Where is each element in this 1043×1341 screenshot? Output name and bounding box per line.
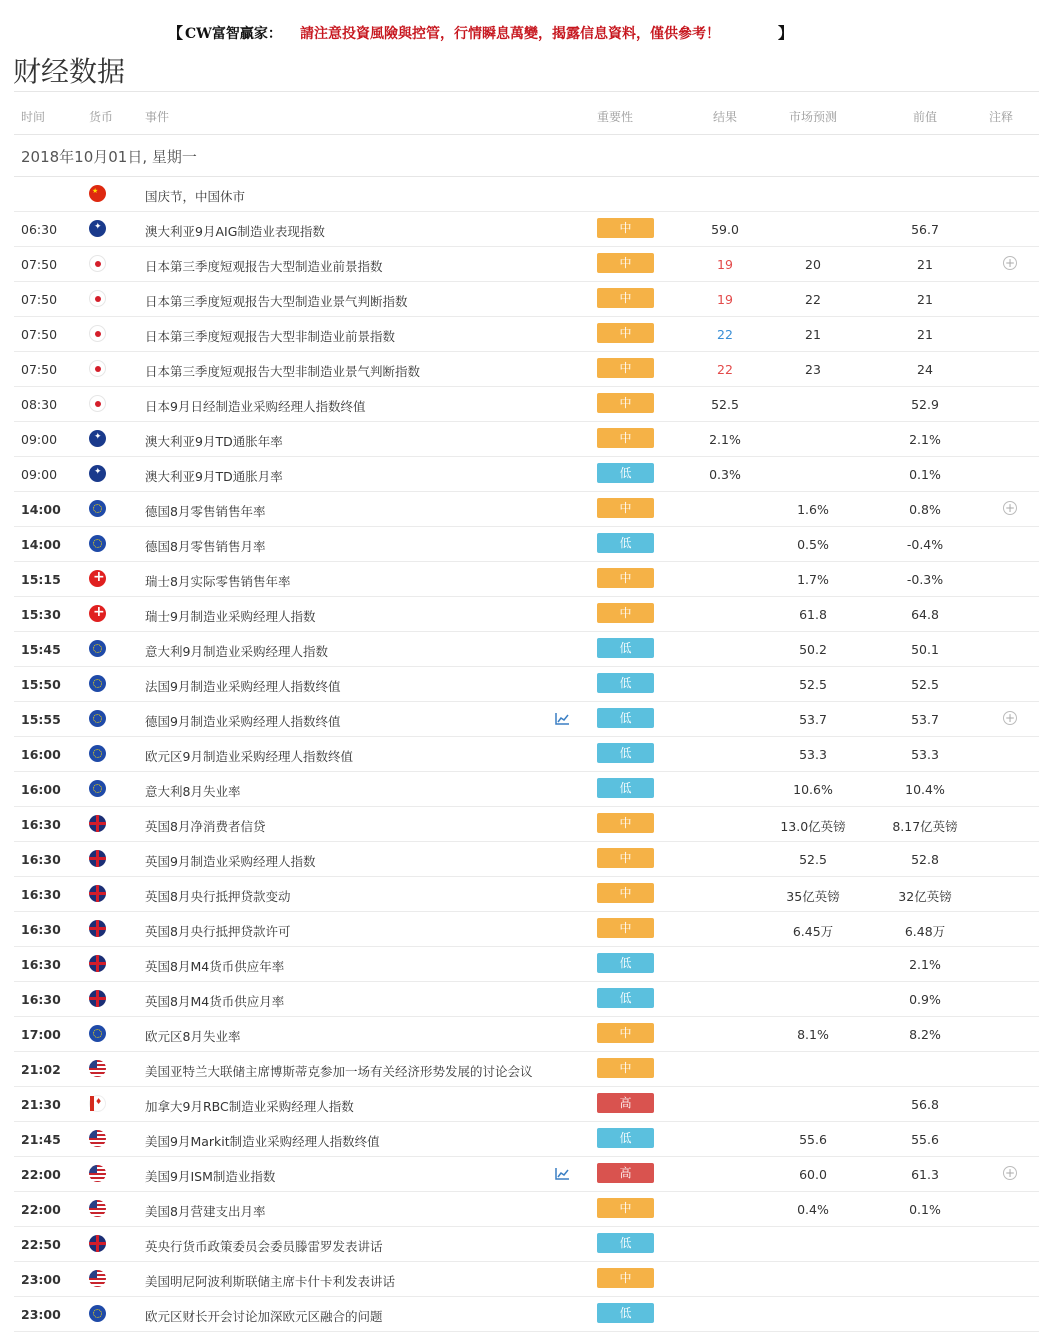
table-row bbox=[14, 1192, 1039, 1227]
forecast-value: 52.5 bbox=[799, 852, 827, 867]
forecast-value: 53.3 bbox=[799, 747, 827, 762]
column-header-previous: 前值 bbox=[913, 110, 938, 124]
eurozone-flag-icon bbox=[89, 640, 106, 657]
previous-value: 0.9% bbox=[909, 992, 941, 1007]
table-row bbox=[14, 842, 1039, 877]
actual-value: 22 bbox=[717, 327, 733, 342]
event-time: 09:00 bbox=[21, 467, 58, 482]
event-time: 22:00 bbox=[21, 1202, 61, 1217]
importance-badge: 低 bbox=[597, 673, 654, 693]
table-row bbox=[14, 282, 1039, 317]
event-title[interactable]: 日本第三季度短观报告大型非制造业前景指数 bbox=[145, 329, 396, 344]
importance-badge: 中 bbox=[597, 813, 654, 833]
forecast-value: 0.5% bbox=[797, 537, 829, 552]
previous-value: 10.4% bbox=[905, 782, 945, 797]
forecast-value: 6.45万 bbox=[792, 924, 834, 939]
event-time: 16:30 bbox=[21, 852, 61, 867]
table-header bbox=[14, 91, 1039, 135]
event-time: 16:00 bbox=[21, 782, 61, 797]
table-row bbox=[14, 597, 1039, 632]
table-row bbox=[14, 737, 1039, 772]
page-title: 财经数据 bbox=[13, 55, 126, 88]
event-title[interactable]: 瑞士9月制造业采购经理人指数 bbox=[145, 609, 316, 624]
importance-badge: 低 bbox=[597, 463, 654, 483]
switzerland-flag-icon bbox=[89, 605, 106, 622]
china-flag-icon bbox=[89, 185, 106, 202]
importance-badge: 低 bbox=[597, 778, 654, 798]
column-header-time: 时间 bbox=[21, 110, 46, 124]
event-title[interactable]: 日本第三季度短观报告大型制造业前景指数 bbox=[145, 259, 383, 274]
table-row bbox=[14, 492, 1039, 527]
table-row bbox=[14, 177, 1039, 212]
table-row bbox=[14, 772, 1039, 807]
previous-value: -0.4% bbox=[906, 537, 944, 552]
australia-flag-icon bbox=[89, 220, 106, 237]
importance-badge: 中 bbox=[597, 1023, 654, 1043]
table-row bbox=[14, 387, 1039, 422]
importance-badge: 低 bbox=[597, 1128, 654, 1148]
importance-badge: 中 bbox=[597, 1268, 654, 1288]
event-time: 21:30 bbox=[21, 1097, 61, 1112]
previous-value: 52.8 bbox=[911, 852, 939, 867]
event-title[interactable]: 日本第三季度短观报告大型制造业景气判断指数 bbox=[145, 294, 408, 309]
previous-value: 21 bbox=[917, 292, 933, 307]
previous-value: 56.8 bbox=[911, 1097, 939, 1112]
usa-flag-icon bbox=[89, 1165, 106, 1182]
usa-flag-icon bbox=[89, 1060, 106, 1077]
event-title[interactable]: 德国8月零售销售年率 bbox=[145, 504, 266, 519]
previous-value: 32亿英镑 bbox=[898, 889, 952, 904]
table-row bbox=[14, 527, 1039, 562]
previous-value: 53.3 bbox=[911, 747, 939, 762]
importance-badge: 低 bbox=[597, 743, 654, 763]
importance-badge: 高 bbox=[597, 1093, 654, 1113]
forecast-value: 1.7% bbox=[797, 572, 829, 587]
event-time: 16:30 bbox=[21, 922, 61, 937]
forecast-value: 0.4% bbox=[797, 1202, 829, 1217]
uk-flag-icon bbox=[89, 1235, 106, 1252]
previous-value: 56.7 bbox=[911, 222, 939, 237]
event-time: 22:00 bbox=[21, 1167, 61, 1182]
event-time: 23:00 bbox=[21, 1307, 61, 1322]
canada-flag-icon bbox=[89, 1095, 106, 1112]
previous-value: 64.8 bbox=[911, 607, 939, 622]
uk-flag-icon bbox=[89, 955, 106, 972]
event-title[interactable]: 加拿大9月RBC制造业采购经理人指数 bbox=[145, 1099, 354, 1114]
event-time: 16:00 bbox=[21, 747, 61, 762]
japan-flag-icon bbox=[89, 325, 106, 342]
previous-value: 53.7 bbox=[911, 712, 939, 727]
trend-chart-icon[interactable] bbox=[555, 712, 570, 725]
importance-badge: 中 bbox=[597, 1058, 654, 1078]
column-header-note: 注释 bbox=[989, 110, 1014, 124]
table-row bbox=[14, 562, 1039, 597]
event-time: 15:45 bbox=[21, 642, 61, 657]
event-time: 08:30 bbox=[21, 397, 58, 412]
actual-value: 52.5 bbox=[711, 397, 739, 412]
event-time: 21:02 bbox=[21, 1062, 61, 1077]
table-row bbox=[14, 1017, 1039, 1052]
previous-value: 2.1% bbox=[909, 432, 941, 447]
previous-value: 0.1% bbox=[909, 467, 941, 482]
event-title[interactable]: 美国明尼阿波利斯联储主席卡什卡利发表讲话 bbox=[145, 1274, 396, 1289]
eurozone-flag-icon bbox=[89, 1305, 106, 1322]
importance-badge: 低 bbox=[597, 953, 654, 973]
japan-flag-icon bbox=[89, 290, 106, 307]
importance-badge: 中 bbox=[597, 883, 654, 903]
uk-flag-icon bbox=[89, 990, 106, 1007]
previous-value: 0.1% bbox=[909, 1202, 941, 1217]
table-row bbox=[14, 317, 1039, 352]
importance-badge: 低 bbox=[597, 1303, 654, 1323]
event-title[interactable]: 欧元区8月失业率 bbox=[145, 1029, 241, 1044]
forecast-value: 1.6% bbox=[797, 502, 829, 517]
event-title[interactable]: 美国8月营建支出月率 bbox=[145, 1204, 266, 1219]
event-title[interactable]: 美国亚特兰大联储主席博斯蒂克参加一场有关经济形势发展的讨论会议 bbox=[145, 1064, 533, 1079]
eurozone-flag-icon bbox=[89, 500, 106, 517]
event-time: 15:30 bbox=[21, 607, 61, 622]
table-row bbox=[14, 422, 1039, 457]
event-title[interactable]: 国庆节，中国休市 bbox=[145, 189, 246, 204]
importance-badge: 中 bbox=[597, 603, 654, 623]
event-time: 16:30 bbox=[21, 992, 61, 1007]
event-title[interactable]: 英央行货币政策委员会委员滕雷罗发表讲话 bbox=[145, 1239, 383, 1254]
table-row bbox=[14, 877, 1039, 912]
actual-value: 19 bbox=[717, 257, 733, 272]
event-title[interactable]: 英国8月央行抵押贷款变动 bbox=[145, 889, 291, 904]
forecast-value: 52.5 bbox=[799, 677, 827, 692]
banner-warning-text: 請注意投資風險與控管，行情瞬息萬變，揭露信息資料，僅供參考！ bbox=[300, 26, 720, 42]
event-time: 07:50 bbox=[21, 362, 58, 377]
previous-value: 2.1% bbox=[909, 957, 941, 972]
japan-flag-icon bbox=[89, 255, 106, 272]
risk-warning-banner bbox=[0, 20, 1043, 44]
date-row bbox=[14, 135, 1039, 177]
banner-brand: CW富智贏家： bbox=[185, 26, 282, 42]
expand-note-icon[interactable]: + bbox=[1004, 711, 1016, 725]
importance-badge: 低 bbox=[597, 708, 654, 728]
table-row bbox=[14, 667, 1039, 702]
australia-flag-icon bbox=[89, 430, 106, 447]
event-time: 14:00 bbox=[21, 537, 61, 552]
event-title[interactable]: 日本第三季度短观报告大型非制造业景气判断指数 bbox=[145, 364, 421, 379]
column-header-currency: 货币 bbox=[89, 110, 114, 124]
importance-badge: 低 bbox=[597, 533, 654, 553]
importance-badge: 中 bbox=[597, 253, 654, 273]
japan-flag-icon bbox=[89, 395, 106, 412]
forecast-value: 60.0 bbox=[799, 1167, 827, 1182]
event-title[interactable]: 意大利8月失业率 bbox=[145, 784, 241, 799]
forecast-value: 61.8 bbox=[799, 607, 827, 622]
switzerland-flag-icon bbox=[89, 570, 106, 587]
event-time: 15:50 bbox=[21, 677, 61, 692]
importance-badge: 低 bbox=[597, 638, 654, 658]
column-header-importance: 重要性 bbox=[597, 110, 634, 124]
event-time: 16:30 bbox=[21, 887, 61, 902]
trend-chart-icon[interactable] bbox=[555, 1167, 570, 1180]
table-row bbox=[14, 1262, 1039, 1297]
table-row bbox=[14, 947, 1039, 982]
event-title[interactable]: 英国8月M4货币供应月率 bbox=[145, 994, 285, 1009]
forecast-value: 55.6 bbox=[799, 1132, 827, 1147]
australia-flag-icon bbox=[89, 465, 106, 482]
event-title[interactable]: 德国9月制造业采购经理人指数终值 bbox=[145, 714, 341, 729]
column-header-forecast: 市场预测 bbox=[789, 110, 838, 124]
actual-value: 2.1% bbox=[709, 432, 741, 447]
event-time: 15:55 bbox=[21, 712, 61, 727]
previous-value: 6.48万 bbox=[904, 924, 946, 939]
event-title[interactable]: 英国8月净消费者信贷 bbox=[145, 819, 266, 834]
importance-badge: 中 bbox=[597, 393, 654, 413]
eurozone-flag-icon bbox=[89, 1025, 106, 1042]
event-time: 22:50 bbox=[21, 1237, 61, 1252]
table-row bbox=[14, 352, 1039, 387]
actual-value: 59.0 bbox=[711, 222, 739, 237]
eurozone-flag-icon bbox=[89, 745, 106, 762]
table-row bbox=[14, 1122, 1039, 1157]
event-time: 07:50 bbox=[21, 257, 58, 272]
importance-badge: 中 bbox=[597, 358, 654, 378]
event-time: 23:00 bbox=[21, 1272, 61, 1287]
previous-value: 52.5 bbox=[911, 677, 939, 692]
event-time: 17:00 bbox=[21, 1027, 61, 1042]
expand-note-icon[interactable]: + bbox=[1004, 501, 1016, 515]
usa-flag-icon bbox=[89, 1200, 106, 1217]
table-row bbox=[14, 982, 1039, 1017]
previous-value: 24 bbox=[917, 362, 933, 377]
column-header-event: 事件 bbox=[145, 110, 170, 124]
event-title[interactable]: 英国9月制造业采购经理人指数 bbox=[145, 854, 316, 869]
previous-value: 0.8% bbox=[909, 502, 941, 517]
forecast-value: 10.6% bbox=[793, 782, 833, 797]
previous-value: 21 bbox=[917, 257, 933, 272]
importance-badge: 中 bbox=[597, 568, 654, 588]
event-title[interactable]: 欧元区9月制造业采购经理人指数终值 bbox=[145, 749, 353, 764]
table-row bbox=[14, 912, 1039, 947]
importance-badge: 中 bbox=[597, 918, 654, 938]
event-title[interactable]: 意大利9月制造业采购经理人指数 bbox=[145, 644, 328, 659]
event-title[interactable]: 德国8月零售销售月率 bbox=[145, 539, 266, 554]
event-title[interactable]: 澳大利亚9月TD通胀月率 bbox=[145, 469, 283, 484]
table-row bbox=[14, 702, 1039, 737]
event-title[interactable]: 英国8月M4货币供应年率 bbox=[145, 959, 285, 974]
eurozone-flag-icon bbox=[89, 535, 106, 552]
uk-flag-icon bbox=[89, 850, 106, 867]
event-title[interactable]: 美国9月ISM制造业指数 bbox=[145, 1169, 276, 1184]
eurozone-flag-icon bbox=[89, 710, 106, 727]
previous-value: 55.6 bbox=[911, 1132, 939, 1147]
uk-flag-icon bbox=[89, 920, 106, 937]
forecast-value: 8.1% bbox=[797, 1027, 829, 1042]
previous-value: 52.9 bbox=[911, 397, 939, 412]
importance-badge: 中 bbox=[597, 323, 654, 343]
event-time: 16:30 bbox=[21, 817, 61, 832]
event-time: 16:30 bbox=[21, 957, 61, 972]
previous-value: 8.2% bbox=[909, 1027, 941, 1042]
event-time: 07:50 bbox=[21, 327, 58, 342]
table-row bbox=[14, 1297, 1039, 1332]
eurozone-flag-icon bbox=[89, 780, 106, 797]
banner-open-bracket: 【 bbox=[168, 24, 184, 42]
table-row bbox=[14, 1157, 1039, 1192]
column-header-actual: 结果 bbox=[713, 110, 738, 124]
table-row bbox=[14, 247, 1039, 282]
importance-badge: 高 bbox=[597, 1163, 654, 1183]
table-row bbox=[14, 632, 1039, 667]
usa-flag-icon bbox=[89, 1130, 106, 1147]
previous-value: 21 bbox=[917, 327, 933, 342]
importance-badge: 中 bbox=[597, 848, 654, 868]
expand-note-icon[interactable]: + bbox=[1004, 1166, 1016, 1180]
date-label: 2018年10月01日, 星期一 bbox=[21, 148, 197, 166]
event-title[interactable]: 欧元区财长开会讨论加深欧元区融合的问题 bbox=[145, 1309, 383, 1324]
importance-badge: 中 bbox=[597, 428, 654, 448]
event-title[interactable]: 美国9月Markit制造业采购经理人指数终值 bbox=[145, 1134, 380, 1149]
forecast-value: 23 bbox=[805, 362, 821, 377]
event-time: 07:50 bbox=[21, 292, 58, 307]
forecast-value: 22 bbox=[805, 292, 821, 307]
forecast-value: 20 bbox=[805, 257, 821, 272]
event-title[interactable]: 澳大利亚9月TD通胀年率 bbox=[145, 434, 283, 449]
previous-value: 50.1 bbox=[911, 642, 939, 657]
event-title[interactable]: 英国8月央行抵押贷款许可 bbox=[145, 924, 291, 939]
table-row bbox=[14, 1227, 1039, 1262]
previous-value: -0.3% bbox=[906, 572, 944, 587]
expand-note-icon[interactable]: + bbox=[1004, 256, 1016, 270]
importance-badge: 中 bbox=[597, 498, 654, 518]
table-row bbox=[14, 212, 1039, 247]
event-time: 06:30 bbox=[21, 222, 58, 237]
table-row bbox=[14, 807, 1039, 842]
economic-calendar-table bbox=[14, 91, 1039, 1332]
forecast-value: 21 bbox=[805, 327, 821, 342]
uk-flag-icon bbox=[89, 815, 106, 832]
importance-badge: 中 bbox=[597, 288, 654, 308]
table-body bbox=[14, 177, 1039, 1332]
banner-close-bracket: 】 bbox=[778, 24, 794, 42]
event-title[interactable]: 澳大利亚9月AIG制造业表现指数 bbox=[145, 224, 325, 239]
event-title[interactable]: 法国9月制造业采购经理人指数终值 bbox=[145, 679, 341, 694]
table-row bbox=[14, 457, 1039, 492]
importance-badge: 低 bbox=[597, 988, 654, 1008]
event-time: 09:00 bbox=[21, 432, 58, 447]
event-time: 21:45 bbox=[21, 1132, 61, 1147]
importance-badge: 中 bbox=[597, 1198, 654, 1218]
event-title[interactable]: 瑞士8月实际零售销售年率 bbox=[145, 574, 291, 589]
uk-flag-icon bbox=[89, 885, 106, 902]
previous-value: 8.17亿英镑 bbox=[892, 819, 958, 834]
eurozone-flag-icon bbox=[89, 675, 106, 692]
forecast-value: 35亿英镑 bbox=[786, 889, 840, 904]
table-row bbox=[14, 1087, 1039, 1122]
forecast-value: 53.7 bbox=[799, 712, 827, 727]
importance-badge: 低 bbox=[597, 1233, 654, 1253]
table-row bbox=[14, 1052, 1039, 1087]
actual-value: 22 bbox=[717, 362, 733, 377]
previous-value: 61.3 bbox=[911, 1167, 939, 1182]
forecast-value: 13.0亿英镑 bbox=[780, 819, 846, 834]
usa-flag-icon bbox=[89, 1270, 106, 1287]
forecast-value: 50.2 bbox=[799, 642, 827, 657]
japan-flag-icon bbox=[89, 360, 106, 377]
event-time: 15:15 bbox=[21, 572, 61, 587]
actual-value: 0.3% bbox=[709, 467, 741, 482]
importance-badge: 中 bbox=[597, 218, 654, 238]
event-title[interactable]: 日本9月日经制造业采购经理人指数终值 bbox=[145, 399, 366, 414]
event-time: 14:00 bbox=[21, 502, 61, 517]
actual-value: 19 bbox=[717, 292, 733, 307]
